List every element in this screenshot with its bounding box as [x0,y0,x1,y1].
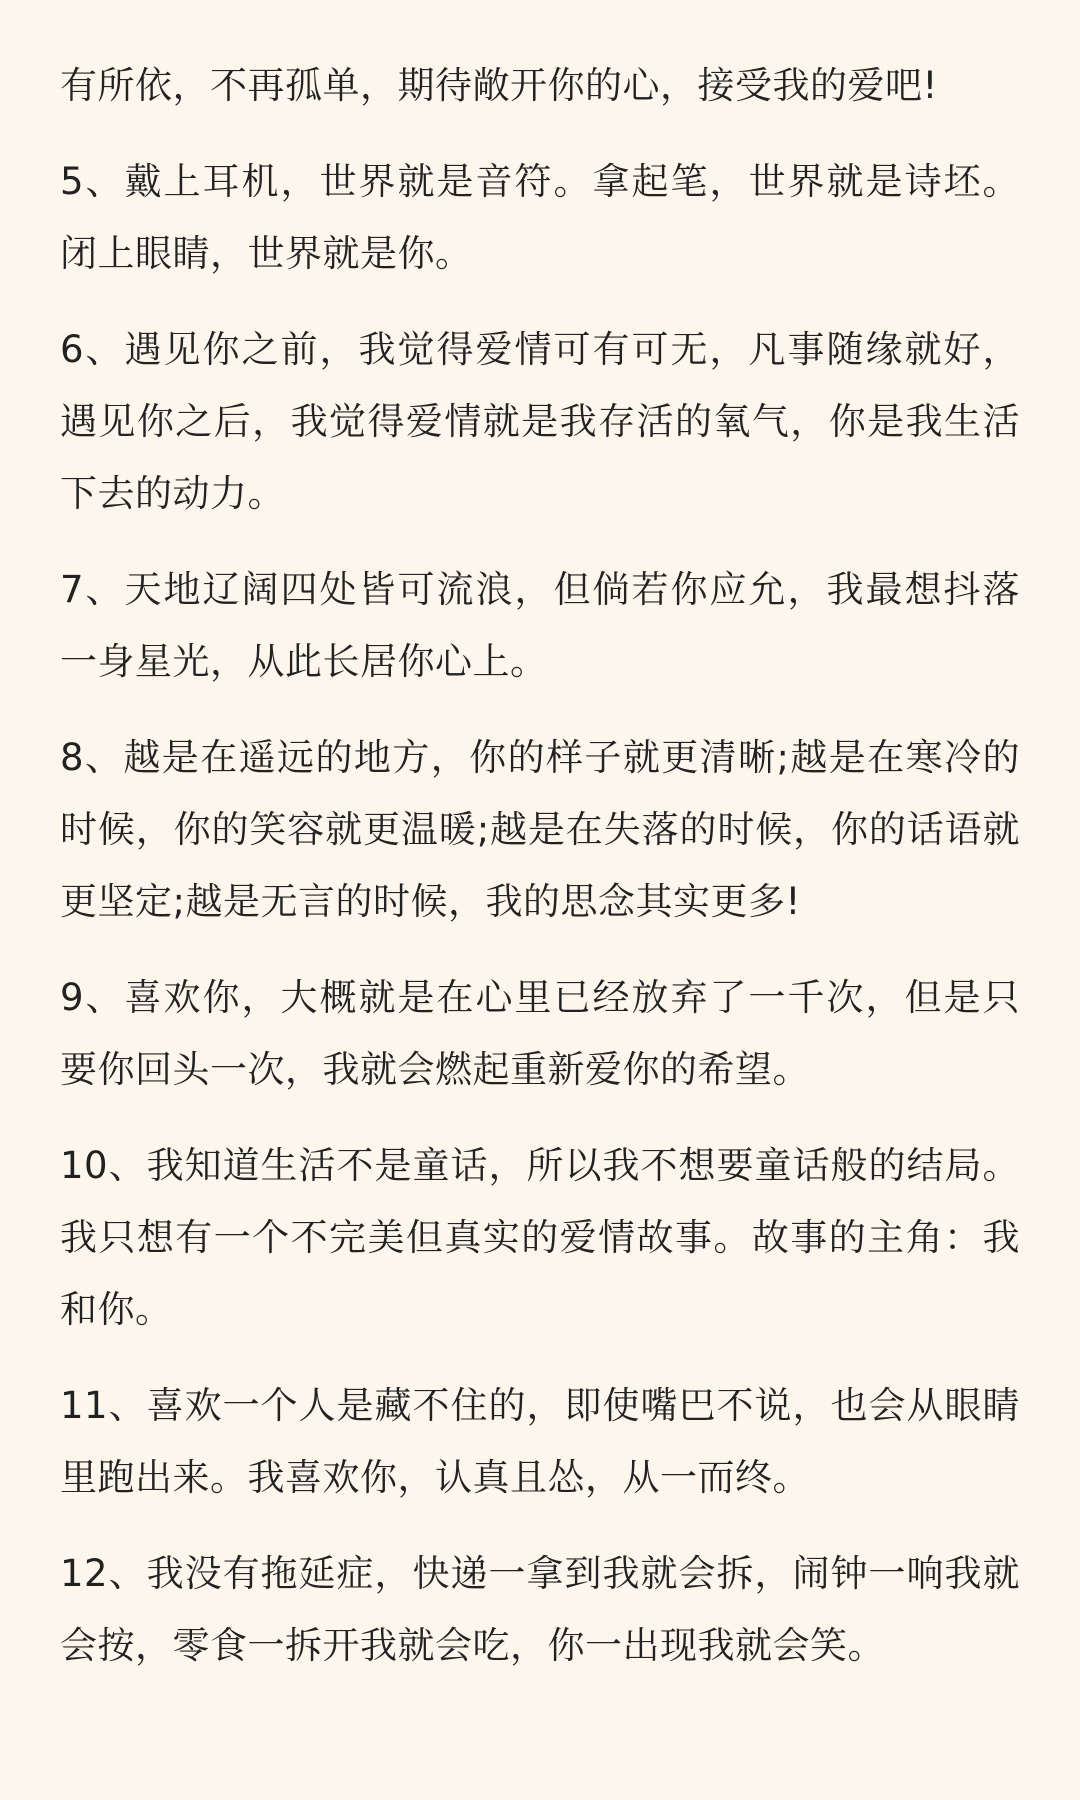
paragraph-10: 10、我知道生活不是童话，所以我不想要童话般的结局。我只想有一个不完美但真实的爱情故事。故事的主角：我和你。 [60,1144,1020,1331]
paragraph-7: 7、天地辽阔四处皆可流浪，但倘若你应允，我最想抖落一身星光，从此长居你心上。 [60,568,1020,683]
paragraph-8: 8、越是在遥远的地方，你的样子就更清晰;越是在寒冷的时候，你的笑容就更温暖;越是在失落的时候，你的话语就更坚定;越是无言的时候，我的思念其实更多! [60,736,1020,923]
paragraph-12: 12、我没有拖延症，快递一拿到我就会拆，闹钟一响我就会按，零食一拆开我就会吃，你一出现我就会笑。 [60,1552,1020,1667]
paragraph-9: 9、喜欢你，大概就是在心里已经放弃了一千次，但是只要你回头一次，我就会燃起重新爱你的希望。 [60,976,1020,1091]
paragraph-11: 11、喜欢一个人是藏不住的，即使嘴巴不说，也会从眼睛里跑出来。我喜欢你，认真且怂，从一而终。 [60,1384,1020,1499]
paragraph-5: 5、戴上耳机，世界就是音符。拿起笔，世界就是诗坯。闭上眼睛，世界就是你。 [60,160,1020,275]
paragraph-6: 6、遇见你之前，我觉得爱情可有可无，凡事随缘就好，遇见你之后，我觉得爱情就是我存活的氧气，你是我生活下去的动力。 [60,328,1020,515]
paragraph-continued: 有所依，不再孤单，期待敞开你的心，接受我的爱吧! [60,64,938,107]
